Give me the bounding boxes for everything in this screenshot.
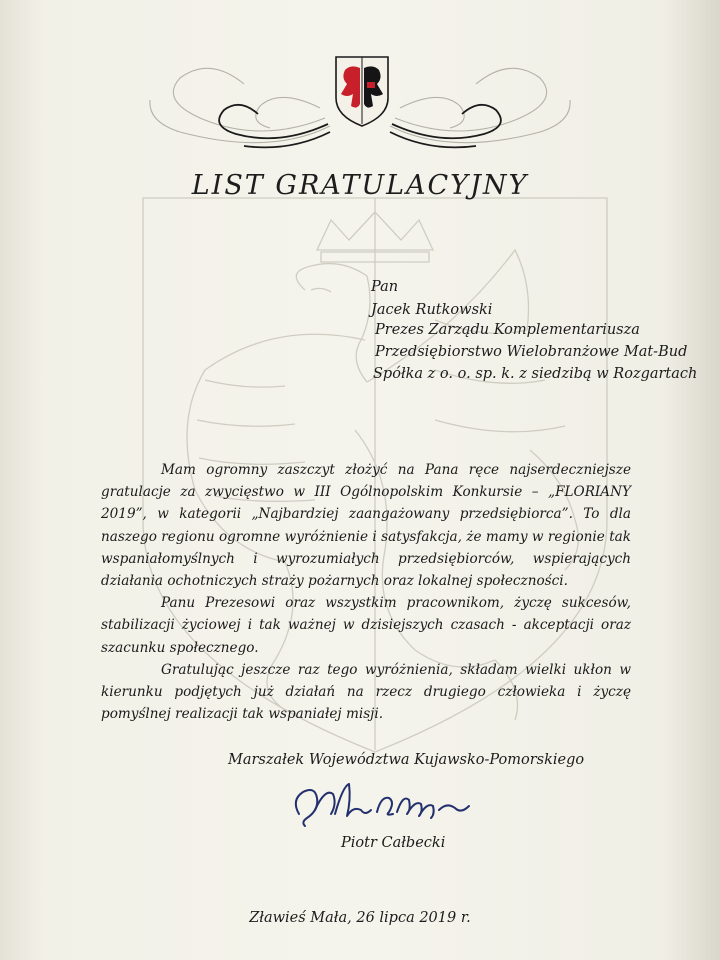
recipient-line-1: Prezes Zarządu Komplementariusza (375, 322, 640, 338)
recipient-line-3: Spółka z o. o. sp. k. z siedzibą w Rozgartach (373, 366, 698, 382)
body-paragraph-3: Gratulując jeszcze raz tego wyróżnienia, składam wielki ukłon w kierunku podjętych już działań na rzecz drugiego człowieka i życzę pomyślnej realizacji tak wspaniałej misji. (101, 661, 631, 723)
recipient-name: Jacek Rutkowski (371, 302, 493, 318)
recipient-line-2: Przedsiębiorstwo Wielobranżowe Mat-Bud (375, 344, 688, 360)
signatory-role: Marszałek Województwa Kujawsko-Pomorskiego (228, 752, 585, 768)
letter-title: LIST GRATULACYJNY (191, 170, 529, 201)
coat-of-arms-icon (333, 54, 391, 128)
body-paragraph-1: Mam ogromny zaszczyt złożyć na Pana ręce najserdeczniejsze gratulacje za zwycięstwo w III Ogólnopolskim Konkursie – „FLORIANY 2019”, w kategorii „Najbardziej zaangażowany przedsiębiorca”. To dla naszego regionu ogromne wyróżnienie i satysfakcja, że mamy w regionie tak wspaniałomyślnych i wyrozumiałych przedsiębiorców, wspierających działania ochotniczych straży pożarnych oraz lokalnej społeczności. (101, 462, 631, 590)
letter-body (101, 459, 631, 725)
place-and-date: Zławieś Mała, 26 lipca 2019 r. (249, 910, 471, 926)
recipient-salutation: Pan (371, 279, 399, 295)
handwritten-signature-icon (285, 780, 475, 830)
body-paragraph-2: Panu Prezesowi oraz wszystkim pracownikom, życzę sukcesów, stabilizacji życiowej i tak ważnej w dzisiejszych czasach - akceptacji oraz szacunku społecznego. (101, 595, 631, 656)
signatory-name: Piotr Całbecki (341, 835, 446, 851)
